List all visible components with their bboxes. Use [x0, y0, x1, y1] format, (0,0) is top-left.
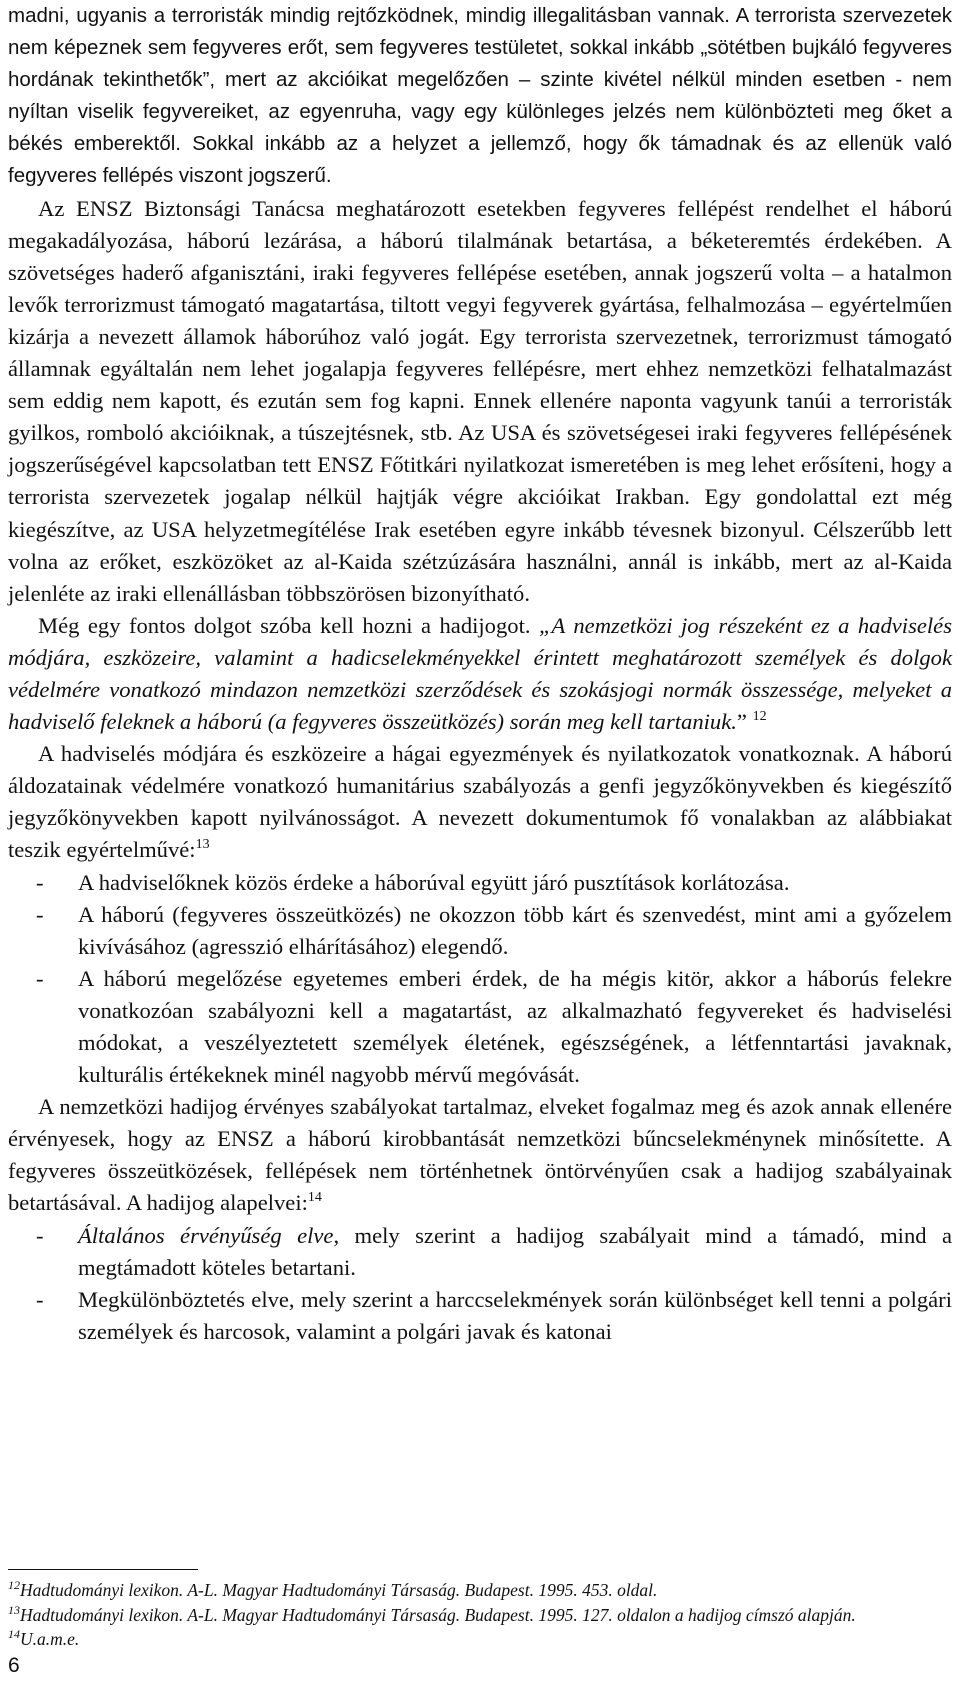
list-dash: -	[36, 1286, 44, 1312]
footnote-12	[8, 1578, 952, 1603]
principle-general-validity-text: , mely szerint a hadijog szabályait mind a támadó, mind a megtámadott köteles betartani.	[78, 1222, 952, 1280]
document-page	[8, 0, 952, 1348]
footnotes	[8, 1578, 952, 1652]
war-law-intro: Még egy fontos dolgot szóba kell hozni a hadijogot.	[38, 612, 539, 638]
war-law-quote: „A nemzetközi jog részeként ez a hadviselés módjára, eszközeire, valamint a hadicselekményekkel érintett meghatározott személyek és dolgok védelmére vonatkozó mindazon nemzetközi szerződések és szokásjogi normák összessége, melyeket a hadviselő feleknek a háború (a fegyveres összeütközés) során meg kell tartaniuk.	[8, 612, 953, 735]
list-item-text: A háború (fegyveres összeütközés) ne okozzon több kárt és szenvedést, mint ami a győzelem kivívásához (agresszió elhárításához) elegendő.	[78, 901, 952, 959]
footnote-14	[8, 1627, 952, 1652]
footnote-ref-13: 13	[195, 837, 210, 853]
list-item-text: A hadviselőknek közös érdeke a háborúval együtt járó pusztítások korlátozása.	[78, 869, 790, 895]
list-war-law-principles	[8, 1220, 952, 1348]
paragraph-un-security-council: Az ENSZ Biztonsági Tanácsa meghatározott esetekben fegyveres fellépést rendelhet el háború megakadályozása, háború lezárása, a háború tilalmának betartása, a béketeremtés érdekében. A szövetséges haderő afganisztáni, iraki fegyveres fellépése esetében, annak jogszerű volta – a hatalmon levők terrorizmust támogató magatartása, tiltott vegyi fegyverek gyártása, felhalmozása – egyértelműen kizárja a nevezett államok háborúhoz való jogát. Egy terrorista szervezetnek, terrorizmust támogató államnak egyáltalán nem lehet jogalapja fegyveres fellépésre, mert ehhez nemzetközi felhatalmazást sem eddig nem kapott, és ezután sem fog kapni. Ennek ellenére naponta vagyunk tanúi a terroristák gyilkos, romboló akcióiknak, a túszejtésnek, stb. Az USA és szövetségesei iraki fegyveres fellépésének jogszerűségével kapcsolatban tett ENSZ Főtitkári nyilatkozat ismeretében is meg lehet erősíteni, hogy a terrorista szervezetek jogalap nélkül hajtják végre akcióikat Irakban. Egy gondolattal ezt még kiegészítve, az USA helyzetmegítélése Irak esetében egyre inkább tévesnek bizonyul. Célszerűbb lett volna az erőket, eszközöket az al-Kaida szétzúzására használni, annál is inkább, mert az al-Kaida jelenléte az iraki ellenállásban többszörösen bizonyítható.	[8, 195, 952, 606]
list-dash: -	[36, 965, 44, 991]
list-item	[8, 867, 952, 899]
footnote-text: Hadtudományi lexikon. A-L. Magyar Hadtudományi Társaság. Budapest. 1995. 453. oldal.	[20, 1580, 658, 1600]
hague-geneva-text: A hadviselés módjára és eszközeire a hágai egyezmények és nyilatkozatok vonatkoznak. A háború áldozatainak védelmére vonatkozó humanitárius szabályozás a genfi jegyzőkönyvekben és kiegészítő jegyzőkönyvekben kapott nyilvánosságot. A nevezett dokumentumok fő vonalakban az alábbiakat teszik egyértelművé:	[8, 741, 952, 863]
footnote-separator	[8, 1569, 198, 1570]
list-dash: -	[36, 1222, 44, 1248]
footnote-text: Hadtudományi lexikon. A-L. Magyar Hadtudományi Társaság. Budapest. 1995. 127. oldalon a hadijog címszó alapján.	[20, 1604, 856, 1625]
list-item	[8, 1284, 952, 1348]
war-law-quote-end: ”	[736, 709, 753, 735]
international-war-law-text: A nemzetközi hadijog érvényes szabályokat tartalmaz, elveket fogalmaz meg és azok annak ellenére érvényesek, hogy az ENSZ a háború kirobbantását nemzetközi bűncselekménynek minősítette. A fegyveres összeütközések, fellépések nem történhetnek öntörvényűen csak a hadijog szabályainak betartásával. A hadijog alapelvei:	[8, 1094, 952, 1216]
footnote-number: 14	[8, 1627, 20, 1641]
list-item	[8, 1220, 952, 1284]
page-number: 6	[8, 1654, 20, 1677]
list-dash: -	[36, 869, 44, 895]
footnote-text: U.a.m.e.	[20, 1629, 80, 1649]
paragraph-terrorists: madni, ugyanis a terroristák mindig rejtőzködnek, mindig illegalitásban vannak. A terrorista szervezetek nem képeznek sem fegyveres erőt, sem fegyveres testületet, sokkal inkább „sötétben bujkáló fegyveres hordának tekinthetők”, mert az akcióikat megelőzően – szinte kivétel nélkül minden esetben - nem nyíltan viselik fegyvereiket, az egyenruha, vagy egy különleges jelzés nem különbözteti meg őket a békés emberektől. Sokkal inkább az a helyzet a jellemző, hogy ők támadnak és az ellenük való fegyveres fellépés viszont jogszerű.	[8, 4, 952, 188]
footnote-number: 12	[8, 1578, 20, 1592]
footnote-13	[8, 1603, 952, 1628]
paragraph-war-law-definition	[8, 610, 952, 738]
footnote-ref-12: 12	[752, 709, 767, 725]
paragraph-hague-geneva	[8, 738, 952, 866]
footnote-number: 13	[8, 1602, 20, 1617]
footnote-ref-14: 14	[307, 1190, 322, 1206]
paragraph-international-war-law	[8, 1091, 952, 1219]
list-dash: -	[36, 901, 44, 927]
principle-distinction-text: Megkülönböztetés elve, mely szerint a harccselekmények során különbséget kell tenni a polgári személyek és harcosok, valamint a polgári javak és katonai	[78, 1286, 952, 1344]
list-item	[8, 899, 952, 963]
principle-general-validity: Általános érvényűség elve	[78, 1222, 334, 1248]
list-item	[8, 963, 952, 1091]
list-documents-principles	[8, 867, 952, 1092]
list-item-text: A háború megelőzése egyetemes emberi érdek, de ha mégis kitör, akkor a háborús felekre vonatkozóan szabályozni kell a magatartást, az alkalmazható fegyvereket és hadviselési módokat, a veszélyeztetett személyek életének, egészségének, a létfenntartási javaknak, kulturális értékeknek minél nagyobb mérvű megóvását.	[78, 965, 952, 1088]
